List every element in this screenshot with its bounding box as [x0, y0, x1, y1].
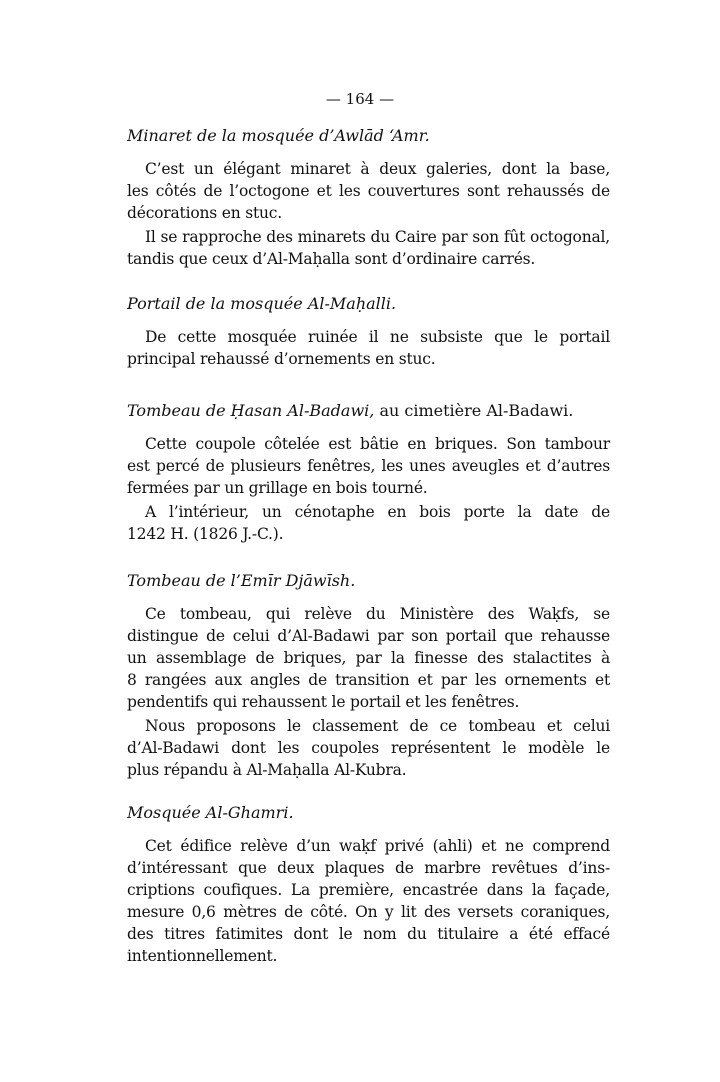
section-heading [127, 124, 610, 148]
text-line: Ce tombeau, qui relève du Ministère des Waḳfs, se [145, 605, 610, 623]
section-minaret-awlad-amr [127, 124, 610, 270]
section-heading [127, 801, 610, 825]
text-line: C’est un élégant minaret à deux galeries, dont la base, [145, 160, 610, 178]
heading-title: Portail de la mosquée Al-Maḥalli. [127, 294, 397, 313]
paragraph [127, 715, 610, 781]
text-line: principal rehaussé d’ornements en stuc. [127, 350, 436, 368]
text-line: est percé de plusieurs fenêtres, les unes aveugles et d’autres [127, 457, 610, 475]
section-tombeau-hasan-al-badawi [127, 399, 610, 545]
paragraph [127, 158, 610, 224]
heading-subtitle: au cimetière Al-Badawi. [374, 401, 574, 420]
text-line: 8 rangées aux angles de transition et par les ornements et [127, 671, 610, 689]
text-line: De cette mosquée ruinée il ne subsiste que le portail [145, 328, 610, 346]
text-line: tandis que ceux d’Al-Maḥalla sont d’ordinaire carrés. [127, 250, 536, 268]
text-line: plus répandu à Al-Maḥalla Al-Kubra. [127, 761, 407, 779]
paragraph [127, 226, 610, 270]
paragraph [127, 501, 610, 545]
text-line: criptions coufiques. La première, encastrée dans la façade, [127, 881, 610, 899]
paragraph [127, 603, 610, 713]
section-heading [127, 569, 610, 593]
text-line: un assemblage de briques, par la finesse des stalactites à [127, 649, 610, 667]
paragraph [127, 326, 610, 370]
heading-title: Tombeau de l’Emīr Djāwīsh. [127, 571, 356, 590]
section-mosquee-al-ghamri [127, 801, 610, 967]
text-line: les côtés de l’octogone et les couvertures sont rehaussés de [127, 182, 610, 200]
text-line: pendentifs qui rehaussent le portail et les fenêtres. [127, 693, 520, 711]
section-heading [127, 399, 610, 423]
page-number: — 164 — [325, 90, 395, 108]
text-line: fermées par un grillage en bois tourné. [127, 479, 428, 497]
text-line: des titres fatimites dont le nom du titulaire a été effacé [127, 925, 610, 943]
heading-title: Mosquée Al-Ghamri. [127, 803, 294, 822]
text-line: A l’intérieur, un cénotaphe en bois porte la date de [145, 503, 610, 521]
text-line: mesure 0,6 mètres de côté. On y lit des versets coraniques, [127, 903, 610, 921]
text-line: Cet édifice relève d’un waḳf privé (ahli) et ne comprend [145, 837, 610, 855]
text-line: intentionnellement. [127, 947, 278, 965]
text-line: Nous proposons le classement de ce tombeau et celui [145, 717, 610, 735]
heading-title: Tombeau de Ḥasan Al-Badawi, [127, 401, 375, 420]
heading-title: Minaret de la mosquée d’Awlād ‘Amr. [127, 126, 430, 145]
text-line: Cette coupole côtelée est bâtie en briques. Son tambour [145, 435, 610, 453]
section-portail-al-mahalli [127, 292, 610, 370]
paragraph [127, 433, 610, 499]
text-line: d’intéressant que deux plaques de marbre revêtues d’ins- [127, 859, 610, 877]
text-line: d’Al-Badawi dont les coupoles représentent le modèle le [127, 739, 610, 757]
text-line: 1242 H. (1826 J.-C.). [127, 525, 284, 543]
section-tombeau-emir-djawish [127, 569, 610, 781]
section-heading [127, 292, 610, 316]
text-line: décorations en stuc. [127, 204, 282, 222]
text-line: Il se rapproche des minarets du Caire par son fût octogonal, [145, 228, 610, 246]
paragraph [127, 835, 610, 967]
text-line: distingue de celui d’Al-Badawi par son portail que rehausse [127, 627, 610, 645]
